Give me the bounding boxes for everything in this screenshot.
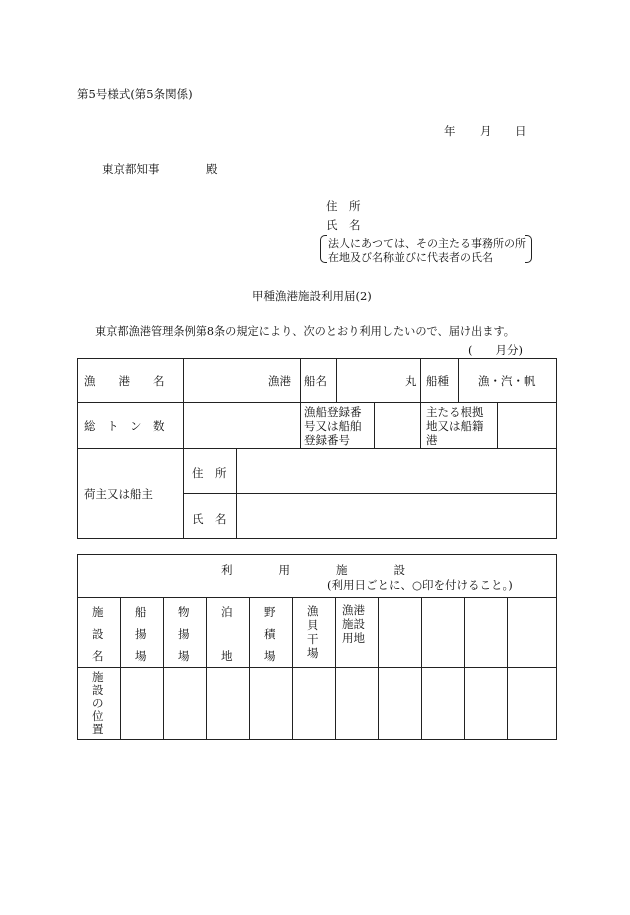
column-open-storage-char: 場 <box>264 649 276 663</box>
facility-header-note: (利用日ごとに、○印を付けること。) <box>327 578 513 592</box>
facility-name-char: 設 <box>92 627 104 641</box>
registration-label-2: 号又は船舶 <box>304 419 362 433</box>
base-port-label-2: 地又は船籍 <box>426 419 484 433</box>
column-open-storage-char: 野 <box>264 605 276 619</box>
location-label-char: 位 <box>92 709 104 723</box>
column-boat-ramp-char: 揚 <box>135 627 147 641</box>
facility-name-char: 施 <box>92 605 104 619</box>
column-drying-yard-char: 漁 <box>307 604 319 618</box>
applicant-note-line2: 在地及び名称並びに代表者の氏名 <box>328 251 493 264</box>
column-anchorage-char: 地 <box>221 649 233 663</box>
statement: 東京都漁港管理条例第8条の規定により、次のとおり利用したいので、届け出ます。 <box>95 325 515 338</box>
owner-address-label: 住 所 <box>192 466 227 480</box>
column-cargo-wharf-char: 物 <box>178 605 190 619</box>
column-cargo-wharf-char: 揚 <box>178 627 190 641</box>
registration-label-1: 漁船登録番 <box>304 405 362 419</box>
facility-header-title: 利 用 施 設 <box>221 563 405 577</box>
fishing-port-label: 漁 港 名 <box>84 374 165 388</box>
applicant-address-label: 住 所 <box>326 199 361 213</box>
owner-name-label: 氏 名 <box>192 512 227 526</box>
ship-name-suffix: 丸 <box>405 374 417 388</box>
ship-name-label: 船名 <box>304 374 327 388</box>
month-note: ( 月分) <box>468 343 523 357</box>
fishing-port-suffix: 漁港 <box>268 374 291 388</box>
document-title: 甲種漁港施設利用届(2) <box>252 289 372 303</box>
addressee-honorific: 殿 <box>206 162 218 176</box>
column-cargo-wharf-char: 場 <box>178 649 190 663</box>
column-open-storage-char: 積 <box>264 627 276 641</box>
location-label-char: の <box>92 696 104 710</box>
location-label-char: 施 <box>92 670 104 684</box>
registration-label-3: 登録番号 <box>304 433 350 447</box>
note-bracket-left <box>320 235 327 263</box>
column-boat-ramp-char: 場 <box>135 649 147 663</box>
date-year: 年 <box>444 124 456 138</box>
location-label-char: 設 <box>92 683 104 697</box>
column-boat-ramp-char: 船 <box>135 605 147 619</box>
location-label-char: 置 <box>92 722 104 736</box>
column-drying-yard-char: 干 <box>307 632 319 646</box>
applicant-name-label: 氏 名 <box>326 218 361 232</box>
note-bracket-right <box>525 235 532 263</box>
addressee-name: 東京都知事 <box>102 162 160 176</box>
owner-label: 荷主又は船主 <box>84 487 153 501</box>
ship-type-value: 漁・汽・帆 <box>478 374 536 388</box>
column-drying-yard-char: 場 <box>307 646 319 660</box>
date-day: 日 <box>515 124 527 138</box>
column-anchorage-char: 泊 <box>221 605 233 619</box>
facility-name-char: 名 <box>92 649 104 663</box>
tonnage-label: 総 ト ン 数 <box>84 419 165 433</box>
base-port-label-1: 主たる根拠 <box>426 405 484 419</box>
form-number: 第5号様式(第5条関係) <box>77 87 193 101</box>
base-port-label-3: 港 <box>426 433 438 447</box>
ship-type-label: 船種 <box>426 374 449 388</box>
column-drying-yard-char: 貝 <box>307 618 319 632</box>
column-port-facility-land: 漁港施設用地 <box>342 603 365 645</box>
date-month: 月 <box>480 124 492 138</box>
applicant-note-line1: 法人にあつては、その主たる事務所の所 <box>328 237 526 250</box>
